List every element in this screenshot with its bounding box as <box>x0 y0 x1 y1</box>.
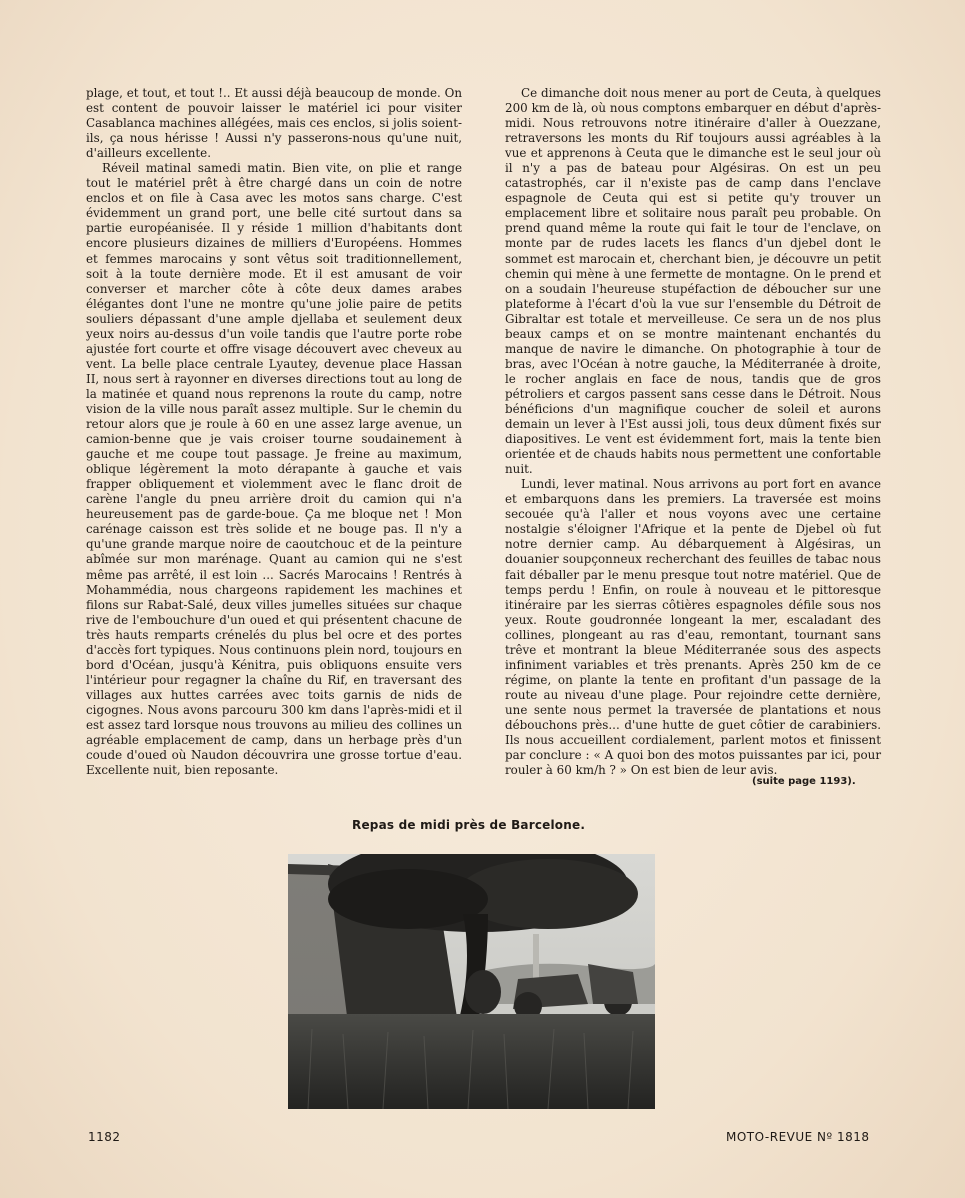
page-number: 1182 <box>88 1130 121 1144</box>
photo-illustration <box>288 854 655 1109</box>
right-paragraph-1: Ce dimanche doit nous mener au port de Ceuta, à quelques 200 km de là, où nous comptons embarquer en début d'après-midi. Nous retrouvons notre itinéraire d'aller à Ouezzane, retraversons les monts du Rif toujours aussi agréables à la vue et apprenons à Ceuta que le dimanche est le seul jour où il n'y a pas de bateau pour Algésiras. On est un peu catastrophés, car il n'existe pas de camp dans l'enclave espagnole de Ceuta qui est si petite qu'y trouver un emplacement libre et solitaire nous paraît peu probable. On prend quand même la route qui fait le tour de l'enclave, on monte par de rudes lacets les flancs d'un djebel dont le sommet est marocain et, cherchant bien, je découvre un petit chemin qui mène à une fermette de montagne. On le prend et on a soudain l'heureuse stupéfaction de déboucher sur une plateforme à l'écart d'où la vue sur l'ensemble du Détroit de Gibraltar est totale et merveilleuse. Ce sera un de nos plus beaux camps et on se montre maintenant enchantés du manque de navire le dimanche. On photographie à tour de bras, avec l'Océan à notre gauche, la Méditerranée à droite, le rocher anglais en face de nous, tandis que de gros pétroliers et cargos passent sans cesse dans le Détroit. Nous bénéficions d'un magnifique coucher de soleil et aurons demain un lever à l'Est aussi joli, tous deux dûment fixés sur diapositives. Le vent est évidemment fort, mais la tente bien orientée et de chauds habits nous permettent une confortable nuit. <box>505 86 881 477</box>
left-text-column <box>86 86 462 778</box>
continuation-note: (suite page 1193). <box>752 776 856 787</box>
photo-caption: Repas de midi près de Barcelone. <box>352 818 586 832</box>
left-paragraph-2: Réveil matinal samedi matin. Bien vite, on plie et range tout le matériel prêt à être chargé dans un coin de notre enclos et on file à Casa avec les motos sans charge. C'est évidemment un grand port, une belle cité surtout dans sa partie européanisée. Il y réside 1 million d'habitants dont encore plusieurs dizaines de milliers d'Européens. Hommes et femmes marocains y sont vêtus soit traditionnellement, soit à la toute dernière mode. Et il est amusant de voir converser et marcher côte à côte deux dames arabes élégantes dont l'une ne montre qu'une jolie paire de petits souliers dépassant d'une ample djellaba et seulement deux yeux noirs au-dessus d'un voile tandis que l'autre porte robe ajustée fort courte et offre visage découvert avec cheveux au vent. La belle place centrale Lyautey, devenue place Hassan II, nous sert à rayonner en diverses directions tout au long de la matinée et quand nous reprenons la route du camp, notre vision de la ville nous paraît assez multiple. Sur le chemin du retour alors que je roule à 60 en une assez large avenue, un camion-benne que je vais croiser tourne soudainement à gauche et me coupe tout passage. Je freine au maximum, oblique légèrement la moto dérapante à gauche et vais frapper obliquement et violemment avec le flanc droit de carène l'angle du pneu arrière droit du camion qui n'a heureusement pas de garde-boue. Ça me bloque net ! Mon carénage caisson est très solide et ne bouge pas. Il n'y a qu'une grande marque noire de caoutchouc et de la peinture abîmée sur mon marénage. Quant au camion qui ne s'est même pas arrêté, il est loin ... Sacrés Marocains ! Rentrés à Mohammédia, nous chargeons rapidement les machines et filons sur Rabat-Salé, deux villes jumelles situées sur chaque rive de l'embouchure d'un oued et qui présentent chacune de très hauts remparts crénelés du plus bel ocre et des portes d'accès fort typiques. Nous continuons plein nord, toujours en bord d'Océan, jusqu'à Kénitra, puis obliquons ensuite vers l'intérieur pour regagner la chaîne du Rif, en traversant des villages aux huttes carrées avec toits garnis de nids de cigognes. Nous avons parcouru 300 km dans l'après-midi et il est assez tard lorsque nous trouvons au milieu des collines un agréable emplacement de camp, dans un herbage près d'un coude d'oued où Naudon découvrira une grosse tortue d'eau. Excellente nuit, bien reposante. <box>86 161 462 778</box>
right-paragraph-2: Lundi, lever matinal. Nous arrivons au port fort en avance et embarquons dans les premiers. La traversée est moins secouée qu'à l'aller et nous voyons avec une certaine nostalgie s'éloigner l'Afrique et la pente de Djebel où fut notre dernier camp. Au débarquement à Algésiras, un douanier soupçonneux recherchant des feuilles de tabac nous fait déballer par le menu presque tout notre matériel. Que de temps perdu ! Enfin, on roule à nouveau et le pittoresque itinéraire par les sierras côtières espagnoles défile sous nos yeux. Route goudronnée longeant la mer, escaladant des collines, plongeant au ras d'eau, remontant, tournant sans trêve et montrant la bleue Méditerranée sous des aspects infiniment variables et très prenants. Après 250 km de ce régime, on plante la tente en profitant d'un passage de la route au niveau d'une plage. Pour rejoindre cette dernière, une sente nous permet la traversée de plantations et nous débouchons près... d'une hutte de guet côtier de carabiniers. Ils nous accueillent cordialement, parlent motos et finissent par conclure : « A quoi bon des motos puissantes par ici, pour rouler à 60 km/h ? » On est bien de leur avis. <box>505 477 881 778</box>
left-paragraph-1: plage, et tout, et tout !.. Et aussi déjà beaucoup de monde. On est content de pouvoir laisser le matériel ici pour visiter Casablanca machines allégées, mais ces enclos, si jolis soient-ils, ça nous hérisse ! Aussi n'y passerons-nous qu'une nuit, d'ailleurs excellente. <box>86 86 462 161</box>
right-text-column <box>505 86 881 778</box>
lunch-photo <box>288 854 655 1109</box>
magazine-issue: MOTO-REVUE Nº 1818 <box>726 1130 870 1144</box>
